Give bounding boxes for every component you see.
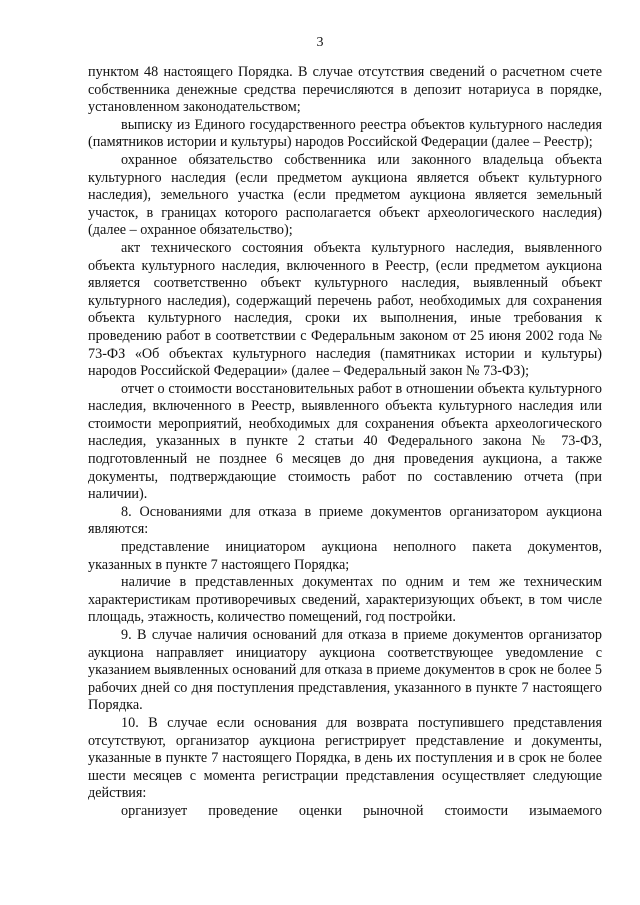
document-body <box>88 64 602 821</box>
paragraph: 9. В случае наличия оснований для отказа в приеме документов организатор аукциона направляет инициатору аукциона соответствующее уведомление с указанием выявленных оснований для отказа в приеме документов в срок не более 5 рабочих дней со дня поступления представления, указанного в пункте 7 настоящего Порядка. <box>88 627 602 714</box>
paragraph: организует проведение оценки рыночной стоимости изымаемого <box>121 802 602 819</box>
paragraph: 8. Основаниями для отказа в приеме документов организатором аукциона являются: <box>88 503 602 538</box>
paragraph: отчет о стоимости восстановительных работ в отношении объекта культурного наследия, включенного в Реестр, выявленного объекта культурного наследия или стоимости мероприятий, необходимых для сохранения объекта археологического наследия, указанных в пункте 2 статьи 40 Федерального закона № 73-ФЗ, подготовленный не позднее 6 месяцев до дня проведения аукциона, а также документы, подтверждающие стоимость работ по составлению отчета (при наличии). <box>88 380 602 503</box>
paragraph: охранное обязательство собственника или законного владельца объекта культурного наследия (если предметом аукциона является объект культурного наследия), земельного участка (если предметом аукциона является земельный участок, в границах которого располагается объект археологического наследия) (далее – охранное обязательство); <box>88 151 602 239</box>
paragraph: выписку из Единого государственного реестра объектов культурного наследия (памятников истории и культуры) народов Российской Федерации (далее – Реестр); <box>88 116 602 151</box>
page-number: 3 <box>316 35 324 50</box>
paragraph: 10. В случае если основания для возврата поступившего представления отсутствуют, организатор аукциона регистрирует представление и документы, указанные в пункте 7 настоящего Порядка, в день их поступления и в срок не более шести месяцев с момента регистрации представления осуществляет следующие действия: <box>88 714 602 802</box>
paragraph: акт технического состояния объекта культурного наследия, выявленного объекта культурного наследия, включенного в Реестр, (если предметом аукциона является соответственно объект культурного наследия, выявленный объект культурного наследия), содержащий перечень работ, необходимых для сохранения объекта культурного наследия, сроки их выполнения, иные требования к проведению работ в соответствии с Федеральным законом от 25 июня 2002 года № 73-ФЗ «Об объектах культурного наследия (памятниках истории и культуры) народов Российской Федерации» (далее – Федеральный закон № 73-ФЗ); <box>88 239 602 380</box>
paragraph: пунктом 48 настоящего Порядка. В случае отсутствия сведений о расчетном счете собственника денежные средства перечисляются в депозит нотариуса в порядке, установленном законодательством; <box>88 64 602 116</box>
paragraph: представление инициатором аукциона неполного пакета документов, указанных в пункте 7 настоящего Порядка; <box>88 539 602 573</box>
paragraph: наличие в представленных документах по одним и тем же техническим характеристикам противоречивых сведений, характеризующих объект, в том числе площадь, этажность, количество помещений, год постройки. <box>88 574 602 626</box>
